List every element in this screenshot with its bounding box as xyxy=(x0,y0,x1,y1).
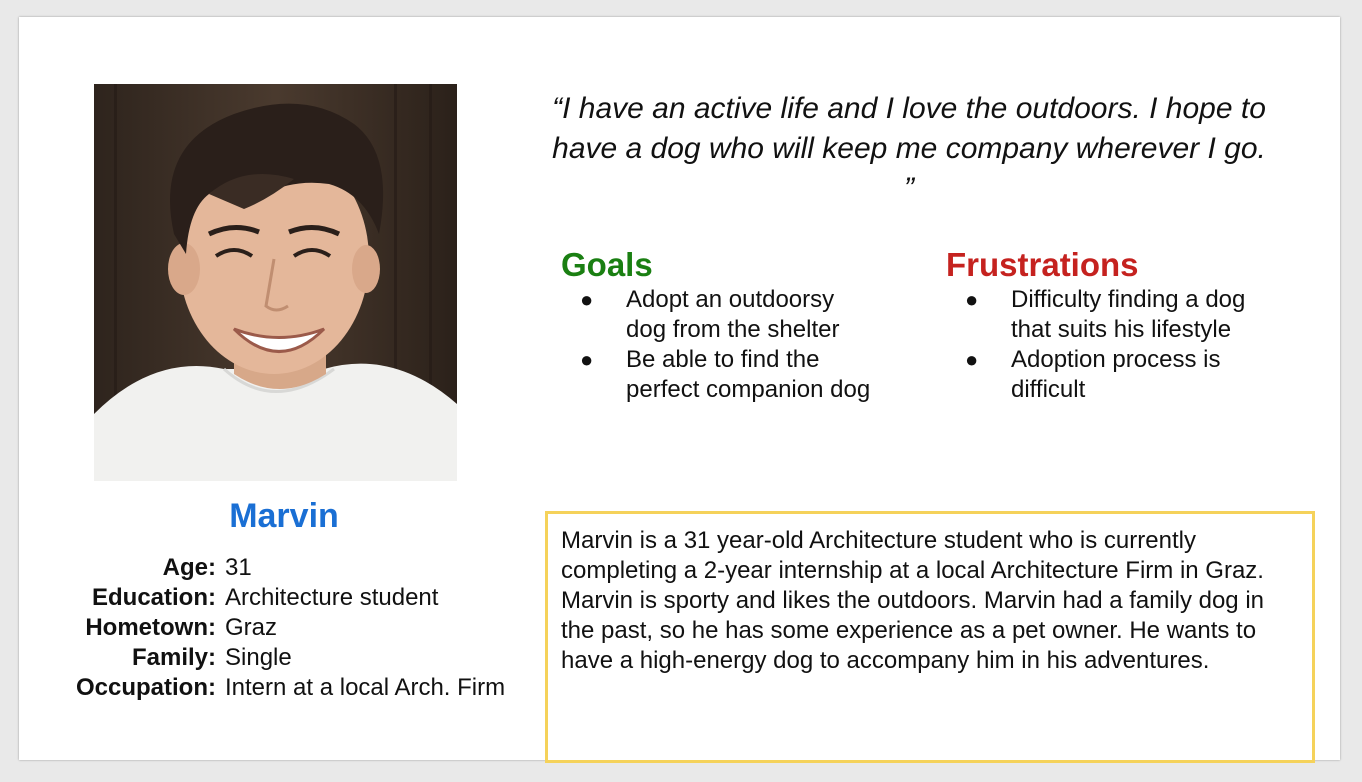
persona-slide xyxy=(19,17,1340,760)
frustration-item xyxy=(946,345,1286,405)
frustration-text: Difficulty finding a dog that suits his lifestyle xyxy=(1011,286,1246,343)
fact-value: Intern at a local Arch. Firm xyxy=(225,674,506,701)
fact-label: Occupation: xyxy=(75,674,216,701)
frustrations-heading: Frustrations xyxy=(946,246,1139,283)
bio-box xyxy=(545,511,1315,763)
persona-name: Marvin xyxy=(229,497,339,535)
goals-heading: Goals xyxy=(561,246,653,283)
fact-label: Age: xyxy=(162,554,216,581)
bullet-icon: ● xyxy=(965,287,979,312)
goal-item xyxy=(561,345,876,405)
fact-row-family xyxy=(59,643,539,673)
fact-row-age xyxy=(59,553,539,583)
fact-value: Architecture student xyxy=(225,584,439,611)
fact-row-hometown xyxy=(59,613,539,643)
persona-facts xyxy=(59,553,539,703)
persona-portrait-image xyxy=(94,84,457,481)
bullet-icon: ● xyxy=(965,347,979,372)
frustrations-section xyxy=(946,245,1316,405)
fact-label: Family: xyxy=(131,644,216,671)
fact-label: Education: xyxy=(92,584,216,611)
goal-text: Adopt an outdoorsy dog from the shelter xyxy=(626,286,840,343)
fact-value: 31 xyxy=(225,554,252,581)
fact-label: Hometown: xyxy=(85,614,216,641)
fact-value: Single xyxy=(225,644,292,671)
fact-value: Graz xyxy=(225,614,278,641)
goals-section xyxy=(561,245,931,405)
goal-item xyxy=(561,285,876,345)
persona-photo xyxy=(94,84,457,481)
bullet-icon: ● xyxy=(580,287,594,312)
fact-row-occupation xyxy=(59,673,539,703)
frustration-item xyxy=(946,285,1286,345)
bullet-icon: ● xyxy=(580,347,594,372)
frustration-text: Adoption process is difficult xyxy=(1011,346,1221,403)
persona-quote: “I have an active life and I love the outdoors. I hope to have a dog who will keep me company wherever I go. ” xyxy=(552,92,1266,205)
goal-text: Be able to find the perfect companion dog xyxy=(626,346,871,403)
goals-list xyxy=(561,285,931,405)
bio-text: Marvin is a 31 year-old Architecture student who is currently completing a 2-year internship at a local Architecture Firm in Graz. Marvin is sporty and likes the outdoors. Marvin had a family dog in the past, so he has some experience as a pet owner. He wants to have a high-energy dog to accompany him in his adventures. xyxy=(561,527,1264,674)
fact-row-education xyxy=(59,583,539,613)
frustrations-list xyxy=(946,285,1316,405)
